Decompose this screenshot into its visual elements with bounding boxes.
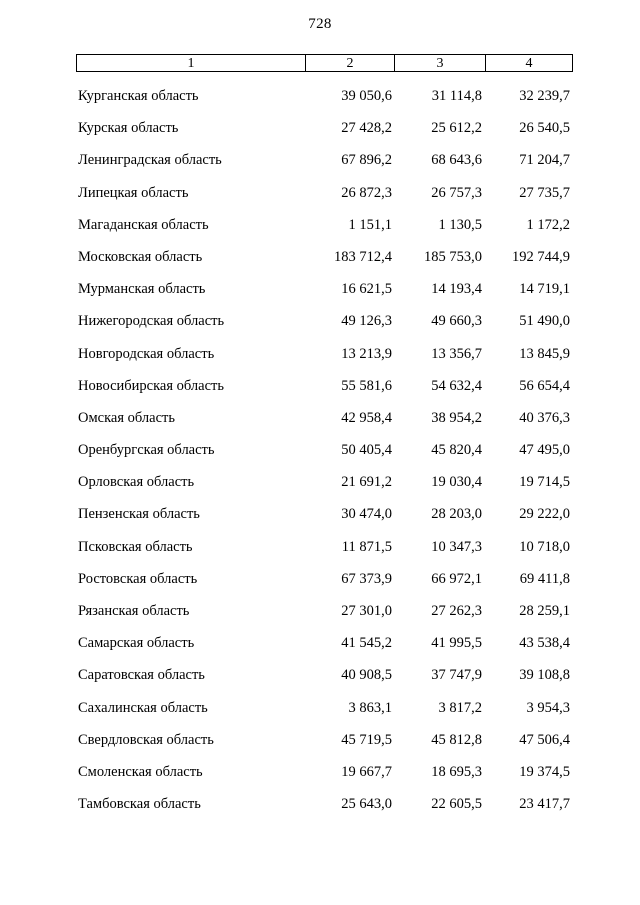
value-col-3: 3 817,2 [438, 699, 482, 716]
value-col-3: 68 643,6 [431, 152, 482, 169]
value-col-2: 25 643,0 [341, 796, 392, 813]
value-col-4: 29 222,0 [519, 506, 570, 523]
table-row [0, 114, 640, 146]
value-col-3: 37 747,9 [431, 667, 482, 684]
region-name: Магаданская область [78, 216, 209, 233]
table-row [0, 694, 640, 726]
value-col-4: 19 714,5 [519, 474, 570, 491]
value-col-3: 13 356,7 [431, 345, 482, 362]
value-col-3: 1 130,5 [438, 216, 482, 233]
table-row [0, 211, 640, 243]
value-col-2: 50 405,4 [341, 442, 392, 459]
value-col-4: 51 490,0 [519, 313, 570, 330]
header-col-1: 1 [77, 55, 306, 71]
header-col-3: 3 [395, 55, 486, 71]
value-col-3: 27 262,3 [431, 603, 482, 619]
region-name: Ростовская область [78, 570, 198, 587]
table-row [0, 340, 640, 372]
value-col-4: 27 735,7 [519, 184, 570, 201]
region-name: Мурманская область [78, 281, 206, 298]
value-col-2: 27 428,2 [341, 120, 392, 137]
region-name: Саратовская область [78, 667, 205, 684]
value-col-2: 1 151,1 [348, 216, 392, 233]
value-col-4: 10 718,0 [519, 538, 570, 555]
value-col-4: 40 376,3 [519, 409, 570, 426]
value-col-2: 42 958,4 [341, 409, 392, 426]
value-col-4: 1 172,2 [526, 216, 570, 233]
value-col-2: 19 667,7 [341, 763, 392, 780]
value-col-3: 45 820,4 [431, 442, 482, 459]
table-body [0, 82, 640, 822]
region-name: Рязанская область [78, 603, 190, 619]
value-col-3: 28 203,0 [431, 506, 482, 523]
region-name: Курская область [78, 120, 179, 137]
value-col-3: 10 347,3 [431, 538, 482, 555]
value-col-4: 43 538,4 [519, 635, 570, 652]
value-col-2: 16 621,5 [341, 281, 392, 298]
region-name: Тамбовская область [78, 796, 201, 813]
value-col-4: 39 108,8 [519, 667, 570, 684]
value-col-2: 39 050,6 [341, 88, 392, 104]
region-name: Курганская область [78, 88, 199, 104]
value-col-2: 41 545,2 [341, 635, 392, 652]
region-name: Ленинградская область [78, 152, 222, 169]
value-col-4: 47 495,0 [519, 442, 570, 459]
table-row [0, 404, 640, 436]
value-col-4: 13 845,9 [519, 345, 570, 362]
region-name: Смоленская область [78, 763, 203, 780]
value-col-4: 28 259,1 [519, 603, 570, 619]
value-col-3: 66 972,1 [431, 570, 482, 587]
table-row [0, 82, 640, 114]
table-row [0, 661, 640, 693]
header-col-2: 2 [306, 55, 395, 71]
table-row [0, 307, 640, 339]
region-name: Оренбургская область [78, 442, 215, 459]
table-row [0, 275, 640, 307]
value-col-2: 3 863,1 [348, 699, 392, 716]
value-col-3: 14 193,4 [431, 281, 482, 298]
value-col-2: 27 301,0 [341, 603, 392, 619]
value-col-2: 183 712,4 [334, 248, 392, 265]
region-name: Московская область [78, 248, 203, 265]
region-name: Новосибирская область [78, 377, 224, 394]
table-row [0, 726, 640, 758]
value-col-3: 31 114,8 [431, 88, 482, 104]
value-col-4: 19 374,5 [519, 763, 570, 780]
value-col-3: 54 632,4 [431, 377, 482, 394]
value-col-2: 30 474,0 [341, 506, 392, 523]
table-row [0, 500, 640, 532]
region-name: Орловская область [78, 474, 195, 491]
table-row [0, 565, 640, 597]
page-number: 728 [308, 16, 332, 32]
value-col-4: 71 204,7 [519, 152, 570, 169]
value-col-3: 41 995,5 [431, 635, 482, 652]
region-name: Свердловская область [78, 731, 214, 748]
value-col-2: 13 213,9 [341, 345, 392, 362]
region-name: Новгородская область [78, 345, 215, 362]
table-row [0, 758, 640, 790]
table-row [0, 436, 640, 468]
value-col-3: 18 695,3 [431, 763, 482, 780]
value-col-4: 23 417,7 [519, 796, 570, 813]
value-col-4: 69 411,8 [519, 570, 570, 587]
header-col-4: 4 [525, 56, 533, 71]
value-col-3: 38 954,2 [431, 409, 482, 426]
table-row [0, 597, 640, 629]
value-col-2: 26 872,3 [341, 184, 392, 201]
value-col-2: 49 126,3 [341, 313, 392, 330]
region-name: Псковская область [78, 538, 193, 555]
value-col-3: 185 753,0 [424, 248, 482, 265]
table-row [0, 243, 640, 275]
table-row [0, 790, 640, 822]
value-col-4: 47 506,4 [519, 731, 570, 748]
table-row [0, 372, 640, 404]
table-header [76, 54, 573, 72]
value-col-4: 192 744,9 [512, 248, 570, 265]
table-row [0, 533, 640, 565]
value-col-2: 11 871,5 [341, 538, 392, 555]
value-col-3: 25 612,2 [431, 120, 482, 137]
region-name: Сахалинская область [78, 699, 208, 716]
value-col-2: 55 581,6 [341, 377, 392, 394]
table-row [0, 629, 640, 661]
value-col-4: 56 654,4 [519, 377, 570, 394]
region-name: Самарская область [78, 635, 195, 652]
value-col-4: 26 540,5 [519, 120, 570, 137]
value-col-3: 19 030,4 [431, 474, 482, 491]
table-row [0, 468, 640, 500]
value-col-3: 22 605,5 [431, 796, 482, 813]
value-col-2: 67 373,9 [341, 570, 392, 587]
table-row [0, 146, 640, 178]
value-col-2: 40 908,5 [341, 667, 392, 684]
region-name: Нижегородская область [78, 313, 225, 330]
value-col-3: 26 757,3 [431, 184, 482, 201]
value-col-4: 32 239,7 [519, 88, 570, 104]
value-col-4: 3 954,3 [526, 699, 570, 716]
value-col-4: 14 719,1 [519, 281, 570, 298]
value-col-2: 67 896,2 [341, 152, 392, 169]
value-col-3: 49 660,3 [431, 313, 482, 330]
region-name: Омская область [78, 409, 175, 426]
region-name: Пензенская область [78, 506, 200, 523]
region-name: Липецкая область [78, 184, 189, 201]
value-col-2: 45 719,5 [341, 731, 392, 748]
table-row [0, 179, 640, 211]
value-col-3: 45 812,8 [431, 731, 482, 748]
value-col-2: 21 691,2 [341, 474, 392, 491]
